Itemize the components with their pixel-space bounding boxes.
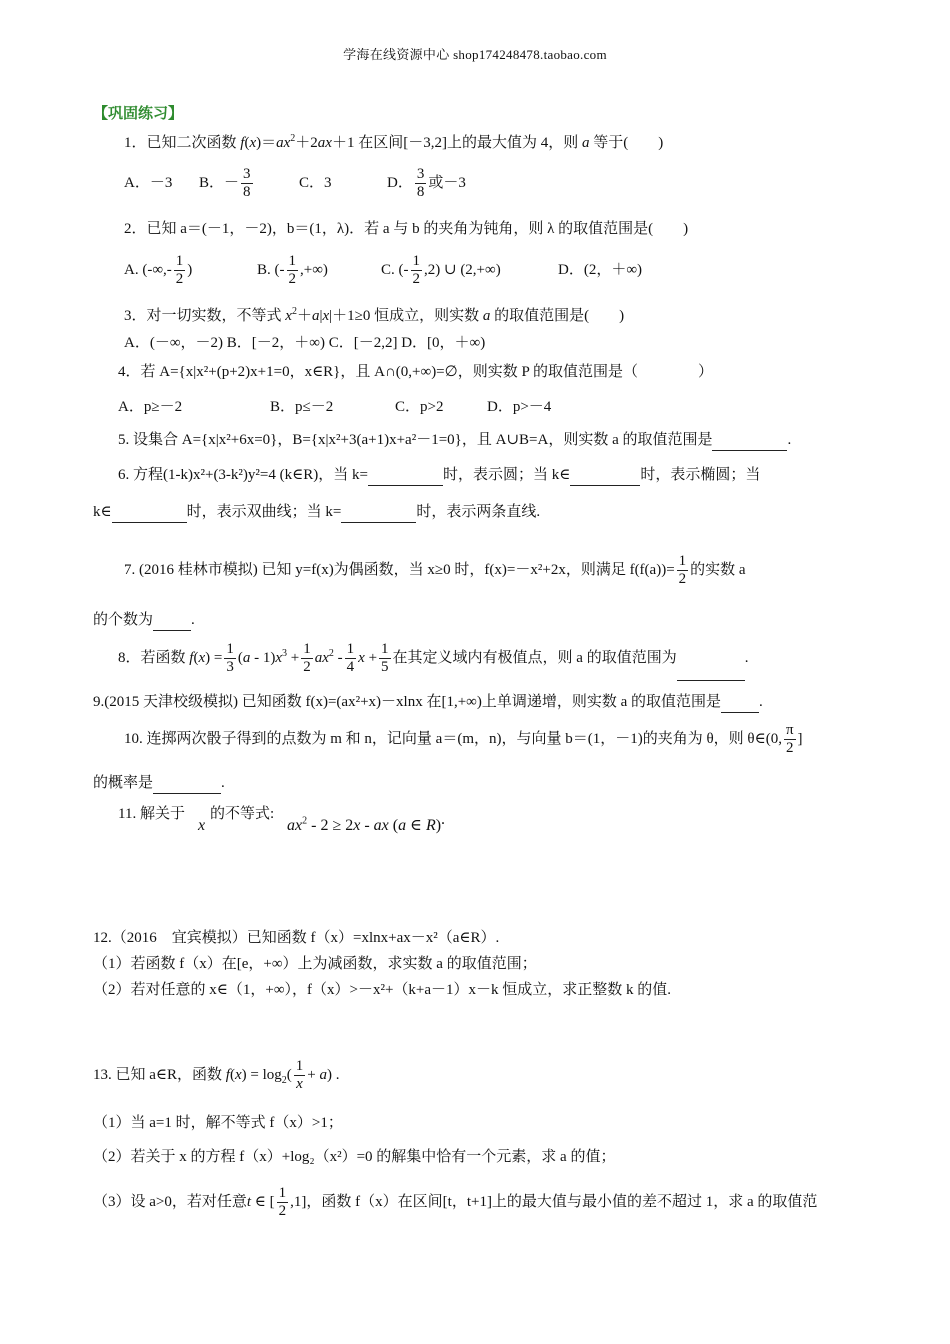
question-2-options: [124, 250, 642, 290]
answer-blank: [341, 502, 416, 523]
question-11-inequality: $ax^2 - 2 \ge 2x$ - ax (a ∈ R).: [287, 811, 446, 834]
q1-option-b: B．－ $\frac{3}{8}$: [199, 166, 251, 201]
q2-option-a: A. (-∞,- $\frac{1}{2}$ ): [124, 253, 193, 288]
question-12-part-2: （2）若对任意的 x∈（1，+∞），f（x）>－x²+（k+a－1）x－k 恒成立，求正整数 k 的值.: [93, 982, 672, 998]
q1-option-a: A．－3: [124, 175, 173, 191]
question-13-stem: 13. 已知 a∈R，函数 $f(x) = \log_2$( $\frac{1}{x}$ + a) .: [93, 1058, 340, 1093]
question-3-options: A．(－∞，－2) B．[－2，＋∞) C．[－2,2] D．[0，＋∞): [124, 335, 486, 351]
question-12-part-1: （1）若函数 f（x）在[e，+∞）上为减函数，求实数 a 的取值范围；: [93, 956, 537, 972]
q2-option-d: D．(2，＋∞): [558, 262, 643, 278]
q4-option-b: B．p≤－2: [270, 399, 334, 415]
answer-blank: [368, 465, 443, 486]
question-12-stem: 12.（2016 宜宾模拟）已知函数 f（x）=xlnx+ax－x²（a∈R）.: [93, 930, 500, 946]
question-13-part-2: （2）若关于 x 的方程 f（x）+log₂（x²）=0 的解集中恰有一个元素，求 a 的值；: [93, 1149, 616, 1165]
q1-option-c: C．3: [299, 175, 332, 191]
q4-option-d: D．p>－4: [487, 399, 552, 415]
question-11-var: x: [198, 817, 206, 834]
question-6-line-2: k∈ 时，表示双曲线；当 k= 时，表示两条直线.: [93, 502, 540, 523]
question-5-stem: 5. 设集合 A={x|x²+6x=0}，B={x|x²+3(a+1)x+a²－1=0}，且 A∪B=A，则实数 a 的取值范围是 .: [118, 430, 791, 451]
answer-blank: [570, 465, 640, 486]
question-7-stem: 7. (2016 桂林市模拟) 已知 y=f(x)为偶函数，当 x≥0 时，f(x)=－x²+2x，则满足 f(f(a))= $\frac{1}{2}$ 的实数 a: [124, 553, 746, 588]
section-title: 【巩固练习】: [93, 106, 184, 122]
question-1-options: [124, 163, 466, 203]
question-11-stem: 11. 解关于: [118, 806, 185, 822]
question-9-stem: 9.(2015 天津校级模拟) 已知函数 f(x)=(ax²+x)－xlnx 在[1,+∞)上单调递增，则实数 a 的取值范围是 .: [93, 692, 763, 713]
page-header: 学海在线资源中心 shop174248478.taobao.com: [343, 47, 607, 62]
question-2-stem: 2．已知 a＝(－1，－2)，b＝(1，λ)．若 a 与 b 的夹角为钝角，则 λ 的取值范围是( ): [124, 221, 689, 237]
question-10-stem: 10. 连掷两次骰子得到的点数为 m 和 n，记向量 a＝(m，n)，与向量 b＝(1，－1)的夹角为 θ，则 θ∈(0, $\frac{\pi}{2}$ ]: [124, 722, 803, 757]
question-6-line-1: 6. 方程(1-k)x²+(3-k²)y²=4 (k∈R)，当 k= 时，表示圆；当 k∈ 时，表示椭圆；当: [118, 465, 760, 486]
question-13-part-1: （1）当 a=1 时，解不等式 f（x）>1；: [93, 1115, 343, 1131]
question-10-line-2: 的概率是 .: [93, 773, 225, 794]
answer-blank: [112, 502, 187, 523]
q2-option-c: C. (- $\frac{1}{2}$ ,2) ∪ (2,+∞): [381, 253, 501, 288]
answer-blank: [721, 692, 759, 713]
answer-blank: [153, 610, 191, 631]
question-4-stem: 4．若 A={x|x²+(p+2)x+1=0，x∈R}，且 A∩(0,+∞)=∅，则实数 P 的取值范围是（ ）: [118, 364, 713, 380]
answer-blank: [712, 430, 787, 451]
q1-option-d: D． $\frac{3}{8}$ 或－3: [387, 166, 466, 201]
question-7-line-2: 的个数为 .: [93, 610, 195, 631]
question-11-mid: 的不等式:: [210, 806, 275, 822]
question-3-stem: 3．对一切实数，不等式 $x^2+a|x|+1\ge 0$ 恒成立，则实数 a 的取值范围是( ): [124, 306, 625, 324]
question-4-options: [118, 397, 551, 417]
answer-blank: [677, 636, 745, 681]
q4-option-c: C．p>2: [395, 399, 444, 415]
question-1-stem: 1．已知二次函数 $f(x)=ax^2+2ax+1$ 在区间[－3,2]上的最大值为 4，则 a 等于( ): [124, 133, 664, 151]
answer-blank: [153, 773, 221, 794]
q2-option-b: B. (- $\frac{1}{2}$ ,+∞): [257, 253, 328, 288]
question-8-stem: 8．若函数 f(x) = $\frac{1}{3}$ $(a - 1)x^3$ + $\frac{1}{2}$ $ax^2$ - $\frac{1}{4}$ x + $\frac{1}{5}$ 在其定义域内有极值点，则 a 的取值范围为 .: [118, 636, 748, 680]
question-13-part-3: （3）设 a>0，若对任意t ∈ [ $\frac{1}{2}$ ,1]，函数 f（x）在区间[t，t+1]上的最大值与最小值的差不超过 1，求 a 的取值范: [93, 1185, 818, 1220]
q4-option-a: A．p≥－2: [118, 399, 183, 415]
